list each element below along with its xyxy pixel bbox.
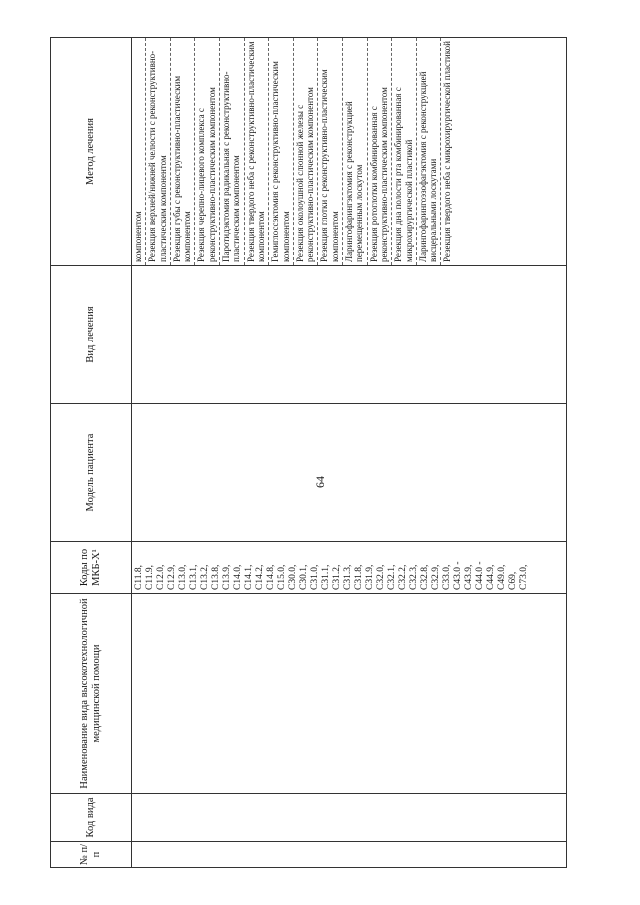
method-item: Резекция губы с реконструктивно-пластическим компонентом <box>171 38 196 265</box>
icd-code: C32.0, <box>376 564 386 590</box>
icd-code: C32.3, <box>409 564 419 590</box>
icd-code: C14.1, <box>244 564 254 590</box>
cell-number <box>132 841 567 867</box>
icd-code: C31.3, <box>343 564 353 590</box>
header-care-name: Наименование вида высокотехнологичной медицинской помощи <box>51 593 132 793</box>
icd-code: C13.2, <box>200 564 210 590</box>
icd-code: C32.2, <box>398 564 408 590</box>
method-item: Резекция твердого неба с реконструктивно-пластическим компонентом <box>245 38 270 265</box>
icd-code: C14.8, <box>266 564 276 590</box>
icd-code: C44.0 - <box>475 561 485 590</box>
icd-code: C12.0, <box>156 564 166 590</box>
cell-treatment-type <box>132 265 567 403</box>
method-item: Резекция верхней/нижней челюсти с реконструктивно-пластическим компонентом <box>146 38 171 265</box>
header-type-code: Код вида <box>51 793 132 841</box>
method-item: Гемиглоссэктомия с реконструктивно-пластическим компонентом <box>269 38 294 265</box>
method-list <box>132 38 455 265</box>
vmp-table <box>50 37 567 868</box>
icd-code: C13.1, <box>189 564 199 590</box>
table-header-row <box>51 37 132 867</box>
icd-code: C11.9, <box>145 564 155 590</box>
cell-type-code <box>132 793 567 841</box>
page-number: 64 <box>313 476 327 488</box>
rotated-document <box>50 38 590 868</box>
icd-code: C31.2, <box>332 564 342 590</box>
cell-treatment-method <box>132 37 567 265</box>
icd-code: C49.0, <box>497 564 507 590</box>
icd-code: C15.0, <box>277 564 287 590</box>
method-item: Резекция дна полости рта комбинированная с микрохирургической пластикой <box>392 38 417 265</box>
cell-care-name <box>132 593 567 793</box>
method-item: Резекция черепно-лицевого комплекса с реконструктивно-пластическим компонентом <box>195 38 220 265</box>
method-item: Ларингофарингоэзофагэктомия с реконструкцией висцеральными лоскутами <box>417 38 442 265</box>
icd-code: C14.0, <box>233 564 243 590</box>
icd-code: C44.9, <box>486 564 496 590</box>
icd-code: C31.0, <box>310 564 320 590</box>
header-patient-model: Модель пациента <box>51 403 132 541</box>
icd-code: C32.9, <box>431 564 441 590</box>
icd-code: C33.0, <box>442 564 452 590</box>
icd-code: C30.0, <box>288 564 298 590</box>
icd-code: C12.9, <box>167 564 177 590</box>
icd-code: C31.1, <box>321 564 331 590</box>
cell-icd-codes <box>132 541 567 593</box>
icd-code: C11.8, <box>134 564 144 590</box>
method-item: Резекция глотки с реконструктивно-пластическим компонентом <box>318 38 343 265</box>
method-item: компонентом <box>132 38 146 265</box>
method-item: Резекция околоушной слюнной железы с реконструктивно-пластическим компонентом <box>294 38 319 265</box>
header-treatment-type: Вид лечения <box>51 265 132 403</box>
icd-code: C31.8, <box>354 564 364 590</box>
icd-code: C31.9, <box>365 564 375 590</box>
cell-patient-model <box>132 403 567 541</box>
icd-code: C69, <box>508 571 518 590</box>
icd-code-list <box>132 542 532 593</box>
icd-code: C43.9, <box>464 564 474 590</box>
header-icd-codes: Коды по МКБ-X¹ <box>51 541 132 593</box>
method-item: Ларингофарингэктомия с реконструкцией перемещенным лоскутом <box>343 38 368 265</box>
method-item: Паротидэктомия радикальная с реконструктивно-пластическим компонентом <box>220 38 245 265</box>
method-item: Резекция твердого неба с микрохирургической пластикой <box>442 40 453 262</box>
header-number: № п/п <box>51 841 132 867</box>
icd-code: C30.1, <box>299 564 309 590</box>
icd-code: C32.8, <box>420 564 430 590</box>
icd-code: C13.8, <box>211 564 221 590</box>
icd-code: C73.0, <box>519 564 529 590</box>
icd-code: C13.9, <box>222 564 232 590</box>
header-treatment-method: Метод лечения <box>51 37 132 265</box>
method-item: Резекция ротоглотки комбинированная с реконструктивно-пластическим компонентом <box>368 38 393 265</box>
icd-code: C14.2, <box>255 564 265 590</box>
icd-code: C32.1, <box>387 564 397 590</box>
icd-code: C13.0, <box>178 564 188 590</box>
icd-code: C43.0 - <box>453 561 463 590</box>
table-row <box>132 37 567 867</box>
